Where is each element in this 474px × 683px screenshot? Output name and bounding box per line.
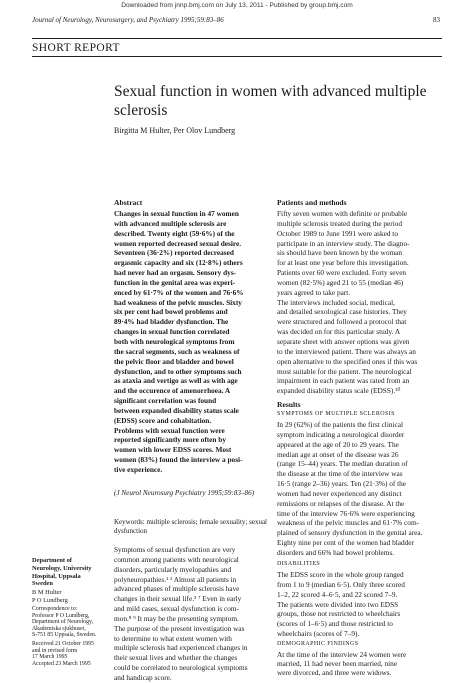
text-line: disorders and 66% had bowel problems. <box>277 547 395 557</box>
text-line: mon.⁸ ⁹ It may be the presenting symptom. <box>114 613 239 623</box>
text-line: described. Twenty eight (59·6%) of the <box>114 228 235 238</box>
text-line: for at least one year before this investigation. <box>277 258 409 268</box>
text-line: significant correlation was found <box>114 396 217 406</box>
text-line: their sexual lives and whether the changes <box>114 653 238 663</box>
keywords <box>114 518 267 535</box>
text-line: Fifty seven women with definite or probable <box>277 209 408 218</box>
text-line: changes in their sexual life.³ ⁷ Even in early <box>114 594 242 604</box>
affiliation-name: P O Lundberg <box>32 596 68 604</box>
correspondence-line: S-751 85 Uppsala, Sweden. <box>32 632 97 639</box>
text-line: dysfunction, and to other symptoms such <box>114 366 242 376</box>
text-line: In 29 (62%) of the patients the first clinical <box>277 420 404 429</box>
text-line: enced by 61·7% of the women and 76·6% <box>114 287 244 297</box>
affiliation <box>32 557 92 588</box>
text-line: groups, those not restricted to wheelchairs <box>277 609 401 619</box>
received-dates <box>32 641 94 667</box>
text-line: wheelchairs (scores of 7–9). <box>277 629 360 639</box>
methods-heading: Patients and methods <box>277 198 347 207</box>
text-line: sis should have been known by the woman <box>277 248 403 258</box>
text-line: Problems with sexual function were <box>114 425 225 435</box>
text-line: were structured and followed a protocol that <box>277 317 407 327</box>
text-line: Changes in sexual function in 47 women <box>114 209 239 218</box>
text-line: The interviews included social, medical, <box>277 297 395 307</box>
text-line: disorders, particularly myelopathies and <box>114 564 232 574</box>
top-rule <box>32 38 442 39</box>
text-line: with advanced multiple sclerosis are <box>114 218 227 228</box>
text-line: as ataxia and vertigo as well as with age <box>114 376 238 386</box>
running-head: Journal of Neurology, Neurosurgery, and Psychiatry 1995;59:83–86 <box>32 16 224 24</box>
author-list: Birgitta M Hulter, Per Olov Lundberg <box>114 126 236 135</box>
title-line: sclerosis <box>114 102 168 119</box>
text-line: median age at onset of the disease was 26 <box>277 449 399 459</box>
correspondence-line: Akademiska sjukhuset, <box>32 625 86 632</box>
section-rule <box>32 56 442 57</box>
text-line: remissions or relapses of the disease. At the <box>277 498 405 508</box>
text-line: 16·5 (range 2–36) years. Ten (21·3%) of the <box>277 479 407 489</box>
date-line: 17 March 1995 <box>32 654 68 661</box>
text-line: Symptoms of sexual dysfunction are very <box>114 545 236 554</box>
text-line: Patients over 60 were excluded. Forty seven <box>277 268 407 278</box>
affiliation-names <box>32 589 68 605</box>
text-line: could be correlated to neurological symptoms <box>114 663 248 673</box>
results-body <box>277 420 423 558</box>
affiliation-line: Department of <box>32 557 72 564</box>
text-line: October 1989 to June 1991 were asked to <box>277 228 398 238</box>
text-line: both with neurological symptoms from <box>114 336 235 346</box>
citation: (J Neurol Neurosurg Psychiatry 1995;59:83–86) <box>114 489 255 497</box>
text-line: tive experience. <box>114 464 163 474</box>
title-line: Sexual function in women with advanced multiple <box>114 83 427 100</box>
text-line: women reported decreased sexual desire. <box>114 238 242 248</box>
text-line: from 1 to 9 (median 6·5). Only three scored <box>277 579 405 589</box>
text-line: impairment in each patient was rated from an <box>277 376 410 386</box>
text-line: and mild cases, sexual dysfunction is com- <box>114 604 240 614</box>
demographic-body <box>277 650 406 677</box>
text-line: plained of sensory dysfunction in the genital area. <box>277 528 423 538</box>
text-line: separate sheet with answer options was given <box>277 336 410 346</box>
text-line: common among patients with neurological <box>114 554 239 564</box>
text-line: was decided on for this particular study. A <box>277 327 401 337</box>
text-line: and handicap score. <box>114 672 172 682</box>
text-line: most suitable for the patient. The neurological <box>277 366 412 376</box>
text-line: weakness of the pelvic muscles and 61·7% com- <box>277 518 420 528</box>
methods-body <box>277 209 417 396</box>
text-line: advanced phases of multiple sclerosis have <box>114 584 240 594</box>
text-line: married, 11 had never been married, nine <box>277 659 398 668</box>
text-line: At the time of the interview 24 women were <box>277 650 407 659</box>
text-line: polyneuropathies.¹ ² Almost all patients in <box>114 574 237 584</box>
text-line: had never had an orgasm. Sensory dys- <box>114 268 237 278</box>
text-line: the sacral segments, such as weakness of <box>114 346 240 356</box>
text-line: appeared at the age of 20 to 29 years. The <box>277 439 399 449</box>
text-line: expanded disability status scale (EDSS).¹⁰ <box>277 386 401 396</box>
demographic-subheading: DEMOGRAPHIC FINDINGS <box>277 641 359 647</box>
text-line: years agreed to take part. <box>277 287 351 297</box>
correspondence <box>32 606 96 639</box>
text-line: 1–2, 22 scored 4–6·5, and 22 scored 7–9. <box>277 589 398 599</box>
disabilities-subheading: DISABILITIES <box>277 561 321 567</box>
text-line: changes in sexual function correlated <box>114 327 230 337</box>
text-line: Seventeen (36·2%) reported decreased <box>114 248 234 258</box>
results-heading: Results <box>277 400 301 409</box>
section-label: SHORT REPORT <box>32 42 120 54</box>
text-line: and detailed sexological case histories. They <box>277 307 407 317</box>
text-line: the disease at the time of the interview was <box>277 469 403 479</box>
page-number: 83 <box>433 16 440 24</box>
date-line: Received 21 October 1995 <box>32 641 94 647</box>
date-line: Accepted 23 March 1995 <box>32 660 91 667</box>
correspondence-line: Professor P O Lundberg, <box>32 612 90 619</box>
text-line: (range 15–44) years. The median duration of <box>277 459 408 469</box>
correspondence-line: Department of Neurology, <box>32 619 93 626</box>
affiliation-name: B M Hulter <box>32 589 62 596</box>
text-line: to determine to what extent women with <box>114 633 232 643</box>
download-notice: Downloaded from jnnp.bmj.com on July 13, 2011 - Published by group.bmj.com <box>121 2 353 9</box>
text-line: between expanded disability status scale <box>114 405 239 415</box>
text-line: (EDSS) score and cohabitation. <box>114 415 212 425</box>
text-line: open alternative to the specified ones if this was <box>277 356 418 366</box>
text-line: six per cent had bowel problems and <box>114 307 228 317</box>
date-line: and in revised form <box>32 647 78 654</box>
text-line: to the interviewed patient. There was always an <box>277 346 416 356</box>
text-line: function in the genital area was experi- <box>114 277 236 287</box>
text-line: women (83%) found the interview a posi- <box>114 455 243 465</box>
results-subheading: SYMPTOMS OF MULTIPLE SCLEROSIS <box>277 411 395 417</box>
text-line: were divorced, and three were widows. <box>277 668 392 677</box>
text-line: had weakness of the pelvic muscles. Sixty <box>114 297 242 307</box>
affiliation-line: Neurology, University <box>32 564 92 572</box>
keyword-line: Keywords: multiple sclerosis; female sexuality; sexual <box>114 518 267 526</box>
disabilities-body <box>277 570 405 639</box>
article-title <box>114 82 434 120</box>
text-line: reported significantly more often by <box>114 435 227 445</box>
text-line: Eighty nine per cent of the women had bladder <box>277 538 414 548</box>
text-line: and the occurence of amenorrhoea. A <box>114 386 231 396</box>
text-line: women had never experienced any distinct <box>277 488 402 498</box>
correspondence-line: Correspondence to: <box>32 606 78 612</box>
text-line: women with lower EDSS scores. Most <box>114 445 232 455</box>
text-line: multiple sclerosis treated during the period <box>277 218 403 228</box>
abstract-body <box>114 209 244 475</box>
text-line: symptom indicating a neurological disorder <box>277 429 405 439</box>
text-line: The purpose of the present investigation was <box>114 623 245 633</box>
keyword-line: dysfunction <box>114 526 148 535</box>
text-line: women (82·5%) aged 21 to 55 (median 46) <box>277 277 404 287</box>
abstract-heading: Abstract <box>114 198 143 207</box>
introduction-body <box>114 545 248 683</box>
text-line: The EDSS score in the whole group ranged <box>277 570 404 579</box>
text-line: participate in an interview study. The diagno- <box>277 238 410 248</box>
text-line: time of the interview 76·6% were experiencing <box>277 508 415 518</box>
text-line: 89·4% had bladder dysfunction. The <box>114 317 229 327</box>
text-line: The patients were divided into two EDSS <box>277 599 399 609</box>
affiliation-line: Sweden <box>32 580 53 588</box>
text-line: the pelvic floor and bladder and bowel <box>114 356 234 366</box>
text-line: orgasmic capacity and six (12·8%) others <box>114 258 243 268</box>
text-line: (scores of 1–6·5) and those restricted to <box>277 619 393 629</box>
affiliation-line: Hospital, Uppsala <box>32 572 81 580</box>
text-line: multiple sclerosis had experienced changes in <box>114 643 248 653</box>
